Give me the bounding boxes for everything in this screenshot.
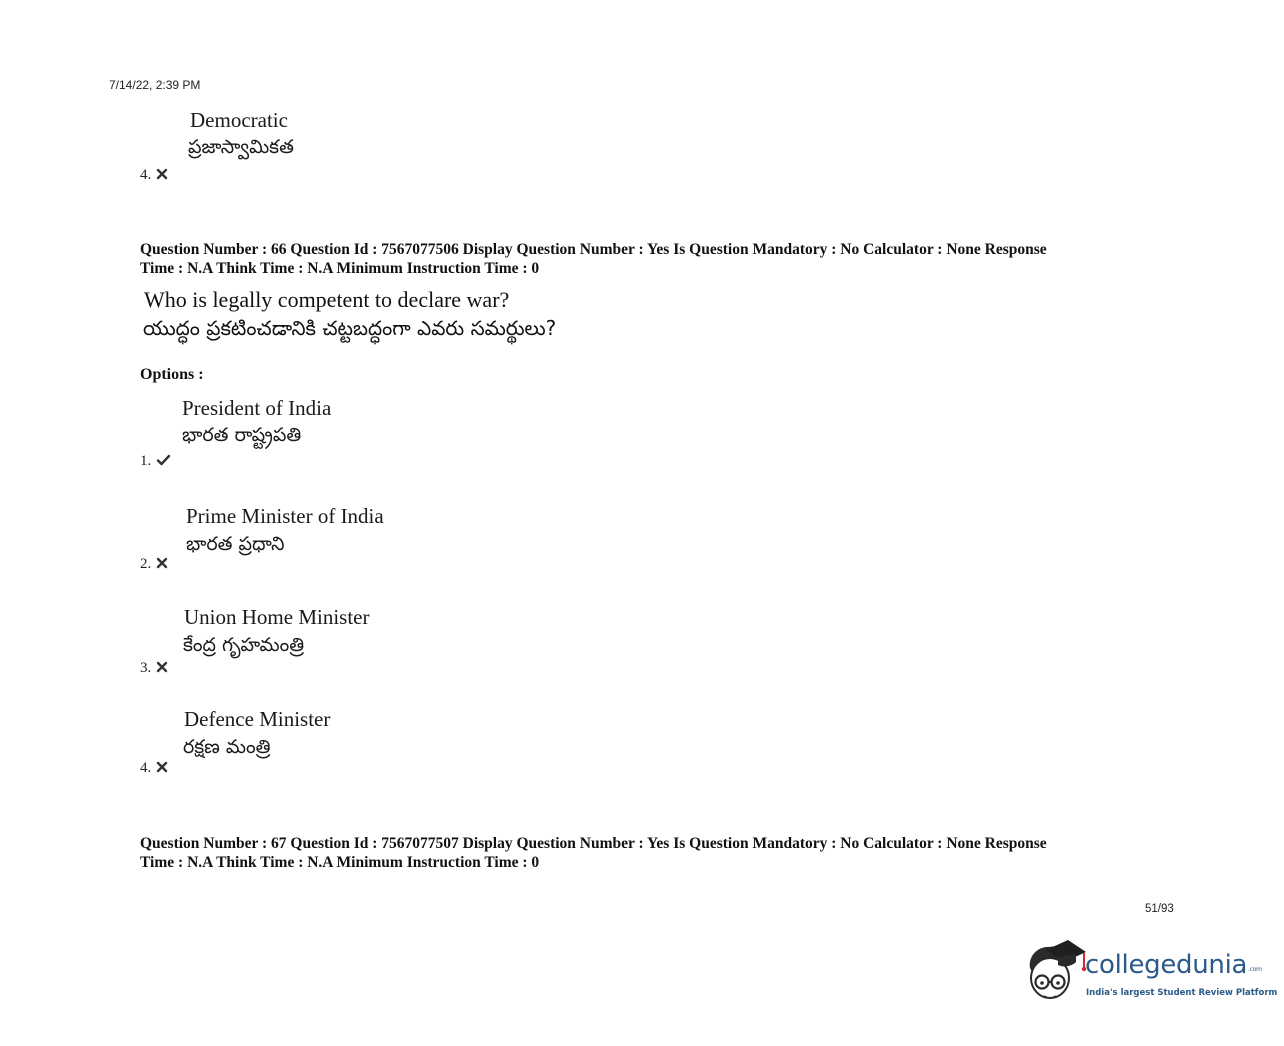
- question-66-meta-line-1: Question Number : 66 Question Id : 7567077506 Display Question Number : Yes Is Question Mandatory : No Calculator : None Response: [140, 241, 1047, 258]
- option-number-label: 2.: [140, 556, 152, 572]
- option-3-telugu: కేంద్ర గృహమంత్రి: [183, 634, 305, 656]
- option-1-english: President of India: [182, 396, 332, 420]
- option-1-number: [140, 453, 171, 470]
- option-number-label: 4.: [140, 167, 152, 183]
- logo-tagline: India's largest Student Review Platform: [1086, 988, 1278, 998]
- prev-option-4-number: [140, 167, 168, 184]
- option-2-telugu: భారత ప్రధాని: [186, 533, 285, 555]
- prev-option-4-english: Democratic: [190, 108, 288, 132]
- options-label: Options :: [140, 366, 204, 383]
- option-number-label: 1.: [140, 453, 152, 469]
- question-66-text-telugu: యుద్ధం ప్రకటించడానికి చట్టబద్ధంగా ఎవరు సమర్థులు?: [143, 316, 557, 340]
- page-number: 51/93: [1145, 903, 1174, 915]
- question-67-meta: [140, 834, 1180, 872]
- cross-icon: [156, 761, 168, 773]
- option-2-number: [140, 556, 168, 573]
- question-67-meta-line-2: Time : N.A Think Time : N.A Minimum Instruction Time : 0: [140, 854, 540, 871]
- logo-suffix: .com: [1248, 966, 1262, 973]
- question-66-meta-line-2: Time : N.A Think Time : N.A Minimum Instruction Time : 0: [140, 260, 540, 277]
- cross-icon: [156, 557, 168, 569]
- check-icon: [156, 454, 171, 466]
- option-4-telugu: రక్షణ మంత్రి: [183, 736, 271, 758]
- question-66-meta: [140, 240, 1180, 278]
- option-3-english: Union Home Minister: [184, 605, 370, 629]
- option-number-label: 4.: [140, 760, 152, 776]
- cross-icon: [156, 661, 168, 673]
- option-number-label: 3.: [140, 660, 152, 676]
- option-4-english: Defence Minister: [184, 707, 331, 731]
- question-67-meta-line-1: Question Number : 67 Question Id : 7567077507 Display Question Number : Yes Is Question Mandatory : No Calculator : None Response: [140, 835, 1047, 852]
- logo-wordmark: [1085, 950, 1262, 980]
- logo-name: collegedunia: [1085, 950, 1248, 980]
- option-3-number: [140, 660, 168, 677]
- cross-icon: [156, 168, 168, 180]
- option-2-english: Prime Minister of India: [186, 504, 384, 528]
- question-66-text-english: Who is legally competent to declare war?: [144, 287, 510, 312]
- prev-option-4-telugu: ప్రజాస్వామికత: [188, 136, 294, 158]
- option-1-telugu: భారత రాష్ట్రపతి: [182, 424, 302, 446]
- option-4-number: [140, 760, 168, 777]
- print-timestamp: 7/14/22, 2:39 PM: [109, 78, 201, 92]
